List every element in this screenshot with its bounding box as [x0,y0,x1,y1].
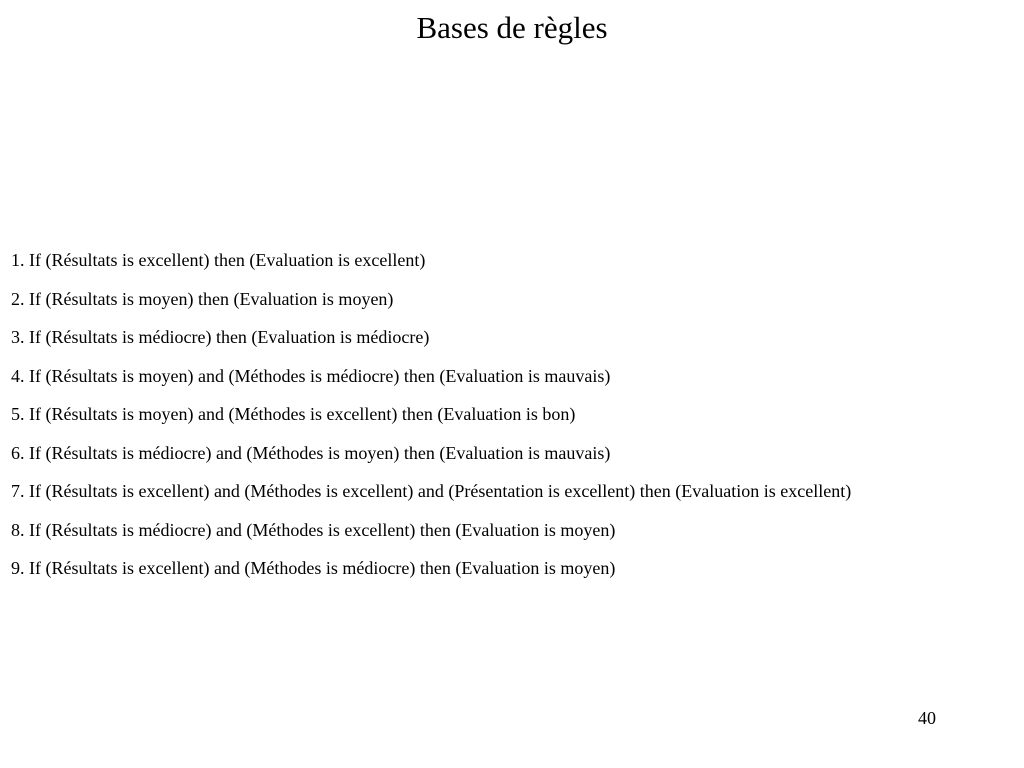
rule-item: 6. If (Résultats is médiocre) and (Méthodes is moyen) then (Evaluation is mauvais) [11,442,611,463]
rule-item: 8. If (Résultats is médiocre) and (Méthodes is excellent) then (Evaluation is moyen) [11,519,616,540]
rule-item: 7. If (Résultats is excellent) and (Méthodes is excellent) and (Présentation is excellent) then (Evaluation is excellent) [11,481,852,501]
rule-item: 5. If (Résultats is moyen) and (Méthodes is excellent) then (Evaluation is bon) [11,404,576,424]
rule-item: 2. If (Résultats is moyen) then (Evaluation is moyen) [11,288,394,309]
rule-item: 9. If (Résultats is excellent) and (Méthodes is médiocre) then (Evaluation is moyen) [11,558,616,578]
rules-list [11,250,1017,597]
page-number: 40 [918,708,936,728]
rule-item: 1. If (Résultats is excellent) then (Evaluation is excellent) [11,250,426,270]
rule-item: 3. If (Résultats is médiocre) then (Evaluation is médiocre) [11,327,430,347]
slide-title: Bases de règles [416,10,608,45]
rule-item: 4. If (Résultats is moyen) and (Méthodes is médiocre) then (Evaluation is mauvais) [11,365,611,386]
